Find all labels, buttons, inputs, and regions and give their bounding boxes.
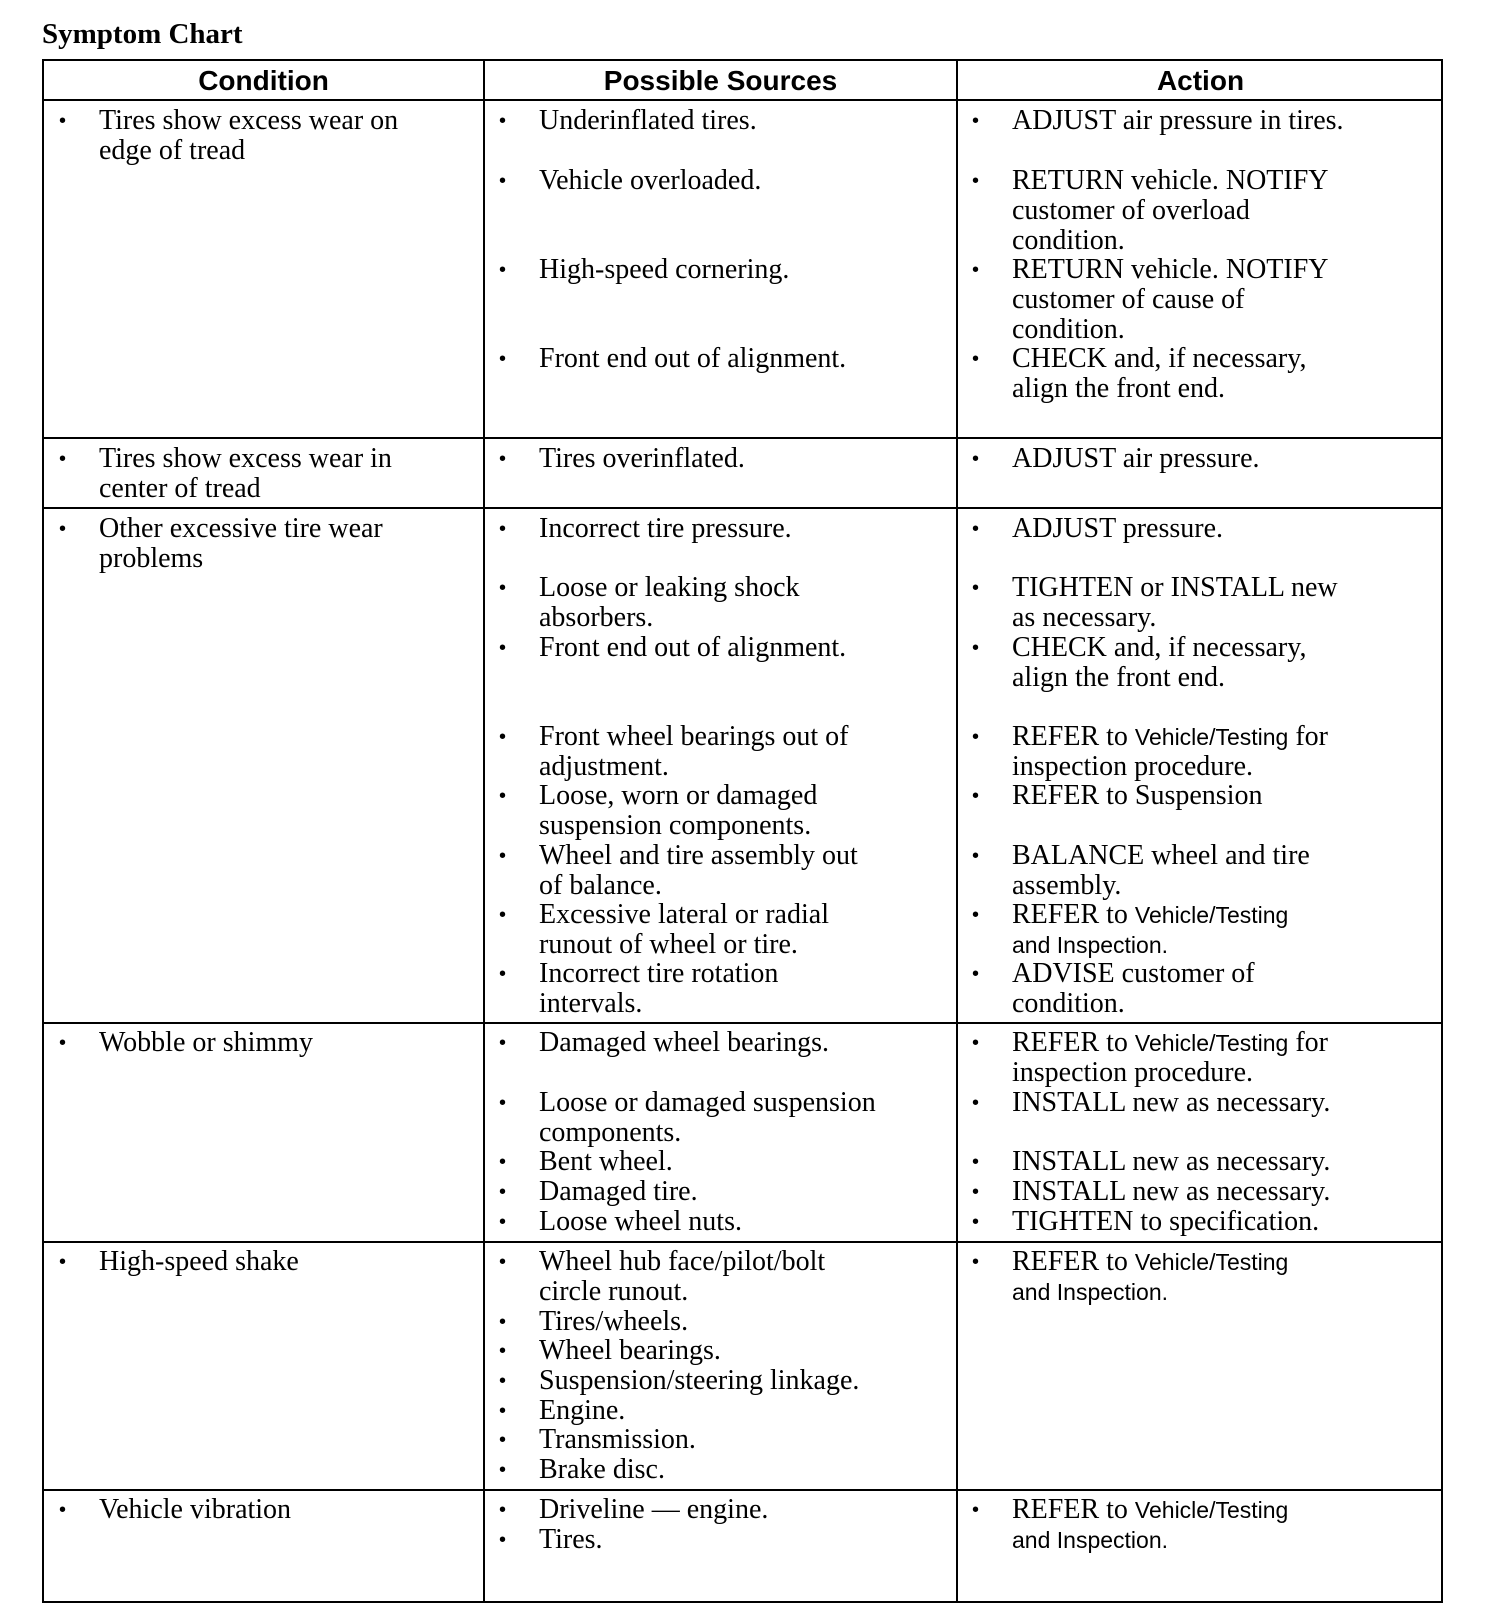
- condition-text: Other excessive tire wear problems: [99, 513, 383, 574]
- action-item: [1012, 1207, 1319, 1237]
- action-item: RETURN vehicle. NOTIFY customer of cause of condition.: [1012, 254, 1329, 345]
- bullet-icon: •: [499, 1311, 507, 1333]
- bullet-icon: •: [972, 1211, 980, 1233]
- action-text: REFER to: [1012, 1027, 1135, 1058]
- condition-text: Tires show excess wear on edge of tread: [99, 105, 399, 166]
- column-divider: [956, 61, 958, 1601]
- bullet-icon: •: [972, 170, 980, 192]
- bullet-icon: •: [59, 518, 67, 540]
- action-item: [1012, 841, 1310, 901]
- source-item: Front end out of alignment.: [539, 343, 847, 374]
- row-divider: [44, 1022, 1441, 1024]
- bullet-icon: •: [972, 726, 980, 748]
- action-item: [1012, 900, 1288, 960]
- bullet-icon: •: [499, 448, 507, 470]
- action-text: CHECK and, if necessary, align the front end.: [1012, 632, 1307, 693]
- bullet-icon: •: [499, 1092, 507, 1114]
- action-text: REFER to: [1012, 899, 1135, 930]
- action-text: INSTALL new as necessary.: [1012, 1176, 1331, 1207]
- source-item: High-speed cornering.: [539, 254, 790, 285]
- bullet-icon: •: [972, 348, 980, 370]
- action-item: [1012, 1147, 1330, 1177]
- condition-text: High-speed shake: [99, 1246, 299, 1277]
- source-item: Damaged tire.: [539, 1176, 698, 1207]
- bullet-icon: •: [972, 904, 980, 926]
- source-item: Suspension/steering linkage.: [539, 1365, 860, 1396]
- bullet-icon: •: [972, 785, 980, 807]
- action-item: [1012, 1247, 1288, 1307]
- reference-link-text: Vehicle/Testing: [1134, 724, 1289, 750]
- row-divider: [44, 507, 1441, 509]
- bullet-icon: •: [499, 785, 507, 807]
- action-text: for inspection procedure.: [1012, 721, 1329, 782]
- bullet-icon: •: [972, 448, 980, 470]
- source-item: Wheel and tire assembly out of balance.: [539, 840, 858, 901]
- reference-link-text: Vehicle/Testing and Inspection.: [1012, 902, 1289, 958]
- action-item: [1012, 573, 1338, 633]
- source-item: Excessive lateral or radial runout of wheel or tire.: [539, 899, 829, 960]
- source-item: Brake disc.: [539, 1454, 665, 1485]
- action-text: BALANCE wheel and tire assembly.: [1012, 840, 1310, 901]
- bullet-icon: •: [499, 1251, 507, 1273]
- source-item: Incorrect tire rotation intervals.: [539, 958, 779, 1019]
- bullet-icon: •: [499, 259, 507, 281]
- bullet-icon: •: [972, 577, 980, 599]
- bullet-icon: •: [972, 963, 980, 985]
- action-item: [1012, 514, 1223, 544]
- bullet-icon: •: [499, 637, 507, 659]
- bullet-icon: •: [972, 259, 980, 281]
- source-item: Front end out of alignment.: [539, 632, 847, 663]
- bullet-icon: •: [499, 1499, 507, 1521]
- action-item: [1012, 1495, 1288, 1555]
- action-text: INSTALL new as necessary.: [1012, 1087, 1331, 1118]
- header-action: Action: [1156, 65, 1245, 96]
- bullet-icon: •: [972, 1032, 980, 1054]
- bullet-icon: •: [972, 518, 980, 540]
- bullet-icon: •: [972, 637, 980, 659]
- bullet-icon: •: [499, 1181, 507, 1203]
- row-divider: [44, 1489, 1441, 1491]
- reference-link-text: Vehicle/Testing and Inspection.: [1012, 1249, 1289, 1305]
- bullet-icon: •: [499, 1211, 507, 1233]
- action-text: REFER to: [1012, 1494, 1135, 1525]
- action-text: INSTALL new as necessary.: [1012, 1146, 1331, 1177]
- row-divider: [44, 99, 1441, 101]
- bullet-icon: •: [499, 726, 507, 748]
- source-item: Wheel hub face/pilot/bolt circle runout.: [539, 1246, 826, 1307]
- action-text: TIGHTEN or INSTALL new as necessary.: [1012, 572, 1338, 633]
- source-item: Loose or leaking shock absorbers.: [539, 572, 800, 633]
- source-item: Tires overinflated.: [539, 443, 745, 474]
- bullet-icon: •: [499, 1032, 507, 1054]
- bullet-icon: •: [499, 170, 507, 192]
- condition-text: Tires show excess wear in center of tread: [99, 443, 392, 504]
- source-item: Wheel bearings.: [539, 1335, 721, 1366]
- bullet-icon: •: [499, 348, 507, 370]
- action-item: [1012, 1028, 1328, 1088]
- bullet-icon: •: [499, 1429, 507, 1451]
- condition-text: Wobble or shimmy: [99, 1027, 313, 1058]
- action-text: REFER to: [1012, 721, 1135, 752]
- bullet-icon: •: [499, 1529, 507, 1551]
- source-item: Transmission.: [539, 1424, 696, 1455]
- source-item: Incorrect tire pressure.: [539, 513, 792, 544]
- bullet-icon: •: [499, 1370, 507, 1392]
- source-item: Engine.: [539, 1395, 626, 1426]
- source-item: Underinflated tires.: [539, 105, 757, 136]
- bullet-icon: •: [59, 1251, 67, 1273]
- bullet-icon: •: [499, 904, 507, 926]
- bullet-icon: •: [59, 448, 67, 470]
- action-text: for inspection procedure.: [1012, 1027, 1329, 1088]
- source-item: Loose or damaged suspension components.: [539, 1087, 876, 1148]
- header-condition: Condition: [198, 65, 329, 96]
- bullet-icon: •: [499, 963, 507, 985]
- action-item: CHECK and, if necessary, align the front end.: [1012, 343, 1307, 404]
- action-item: [1012, 1177, 1330, 1207]
- action-item: [1012, 959, 1255, 1019]
- row-divider: [44, 437, 1441, 439]
- row-divider: [44, 1241, 1441, 1243]
- symptom-table: [42, 59, 1443, 1603]
- page-title: Symptom Chart: [42, 18, 243, 50]
- action-item: ADJUST air pressure.: [1012, 443, 1260, 474]
- bullet-icon: •: [972, 1181, 980, 1203]
- bullet-icon: •: [972, 1499, 980, 1521]
- action-text: ADVISE customer of condition.: [1012, 958, 1255, 1019]
- header-possible-sources: Possible Sources: [603, 65, 838, 96]
- source-item: Tires/wheels.: [539, 1306, 689, 1337]
- action-item: [1012, 722, 1328, 782]
- action-item: RETURN vehicle. NOTIFY customer of overload condition.: [1012, 165, 1329, 256]
- action-item: [1012, 1088, 1330, 1118]
- action-item: [1012, 633, 1306, 693]
- reference-link-text: Vehicle/Testing: [1134, 1030, 1289, 1056]
- bullet-icon: •: [972, 1151, 980, 1173]
- bullet-icon: •: [499, 1459, 507, 1481]
- action-text: REFER to Suspension: [1012, 780, 1263, 811]
- action-text: REFER to: [1012, 1246, 1135, 1277]
- bullet-icon: •: [499, 110, 507, 132]
- bullet-icon: •: [59, 110, 67, 132]
- bullet-icon: •: [972, 110, 980, 132]
- action-text: TIGHTEN to specification.: [1012, 1206, 1320, 1237]
- reference-link-text: Vehicle/Testing and Inspection.: [1012, 1497, 1289, 1553]
- bullet-icon: •: [972, 845, 980, 867]
- source-item: Bent wheel.: [539, 1146, 673, 1177]
- bullet-icon: •: [499, 518, 507, 540]
- column-divider: [483, 61, 485, 1601]
- source-item: Vehicle overloaded.: [539, 165, 762, 196]
- bullet-icon: •: [499, 845, 507, 867]
- bullet-icon: •: [499, 1340, 507, 1362]
- source-item: Loose wheel nuts.: [539, 1206, 742, 1237]
- condition-text: Vehicle vibration: [99, 1494, 292, 1525]
- source-item: Damaged wheel bearings.: [539, 1027, 829, 1058]
- bullet-icon: •: [499, 577, 507, 599]
- bullet-icon: •: [59, 1499, 67, 1521]
- source-item: Driveline — engine.: [539, 1494, 769, 1525]
- bullet-icon: •: [972, 1092, 980, 1114]
- bullet-icon: •: [59, 1032, 67, 1054]
- bullet-icon: •: [499, 1151, 507, 1173]
- bullet-icon: •: [972, 1251, 980, 1273]
- bullet-icon: •: [499, 1400, 507, 1422]
- source-item: Tires.: [539, 1524, 603, 1555]
- action-text: ADJUST pressure.: [1012, 513, 1224, 544]
- source-item: Loose, worn or damaged suspension components.: [539, 780, 818, 841]
- source-item: Front wheel bearings out of adjustment.: [539, 721, 849, 782]
- action-item: ADJUST air pressure in tires.: [1012, 105, 1344, 136]
- action-item: [1012, 781, 1262, 811]
